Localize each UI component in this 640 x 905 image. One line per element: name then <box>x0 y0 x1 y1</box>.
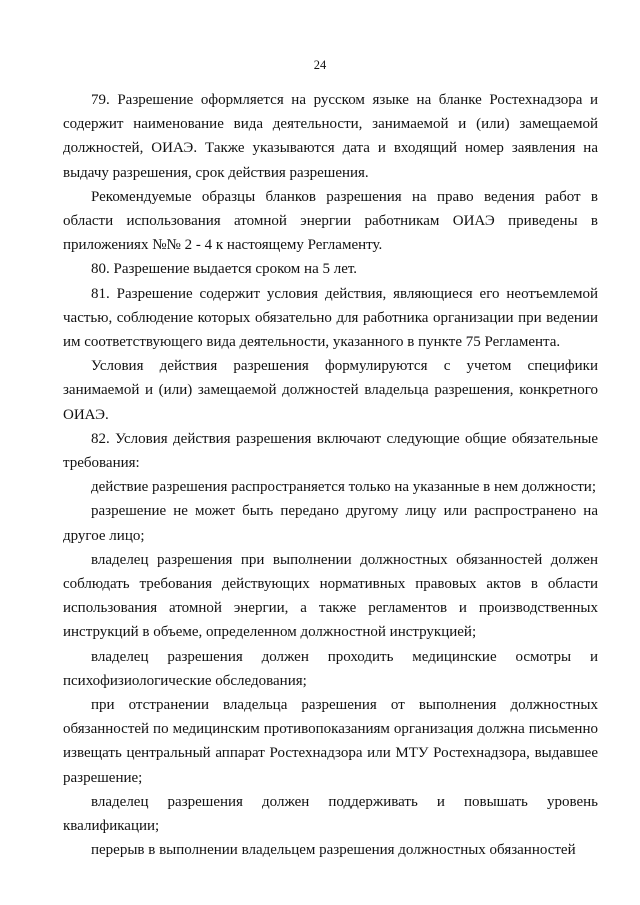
page-number: 24 <box>313 58 327 72</box>
paragraph-79: 79. Разрешение оформляется на русском языке на бланке Ростехнадзора и содержит наименование вида деятельности, занимаемой и (или) замещаемой должностей, ОИАЭ. Также указываются дата и входящий номер заявления на выдачу разрешения, срок действия разрешения. <box>63 92 598 181</box>
paragraph-82: 82. Условия действия разрешения включают следующие общие обязательные требования: <box>63 430 598 472</box>
paragraph-sample-forms: Рекомендуемые образцы бланков разрешения на право ведения работ в области использования атомной энергии работникам ОИАЭ приведены в приложениях №№ 2 - 4 к настоящему Регламенту. <box>63 188 598 254</box>
requirement-item: при отстранении владельца разрешения от выполнения должностных обязанностей по медицинским противопоказаниям организация должна письменно извещать центральный аппарат Ростехнадзора или МТУ Ростехнадзора, выдавшее разрешение; <box>63 697 598 786</box>
paragraph-80: 80. Разрешение выдается сроком на 5 лет. <box>91 261 358 278</box>
requirement-item: владелец разрешения должен поддерживать и повышать уровень квалификации; <box>63 793 598 835</box>
requirement-item: владелец разрешения должен проходить медицинские осмотры и психофизиологические обследования; <box>63 648 598 689</box>
requirement-item: перерыв в выполнении владельцем разрешения должностных обязанностей <box>91 842 576 859</box>
requirement-item: владелец разрешения при выполнении должностных обязанностей должен соблюдать требования действующих нормативных правовых актов в области использования атомной энергии, а также регламентов и производственных инструкций в объеме, определенном должностной инструкцией; <box>63 551 598 641</box>
requirement-item: действие разрешения распространяется только на указанные в нем должности; <box>91 479 596 496</box>
paragraph-81: 81. Разрешение содержит условия действия, являющиеся его неотъемлемой частью, соблюдение которых обязательно для работника организации при ведении им соответствующего вида деятельности, указанного в пункте 75 Регламента. <box>63 285 598 351</box>
document-body <box>63 88 598 863</box>
requirement-item: разрешение не может быть передано другому лицу или распространено на другое лицо; <box>63 503 598 544</box>
paragraph-conditions: Условия действия разрешения формулируются с учетом специфики занимаемой и (или) замещаемой должностей владельца разрешения, конкретного ОИАЭ. <box>63 358 598 423</box>
